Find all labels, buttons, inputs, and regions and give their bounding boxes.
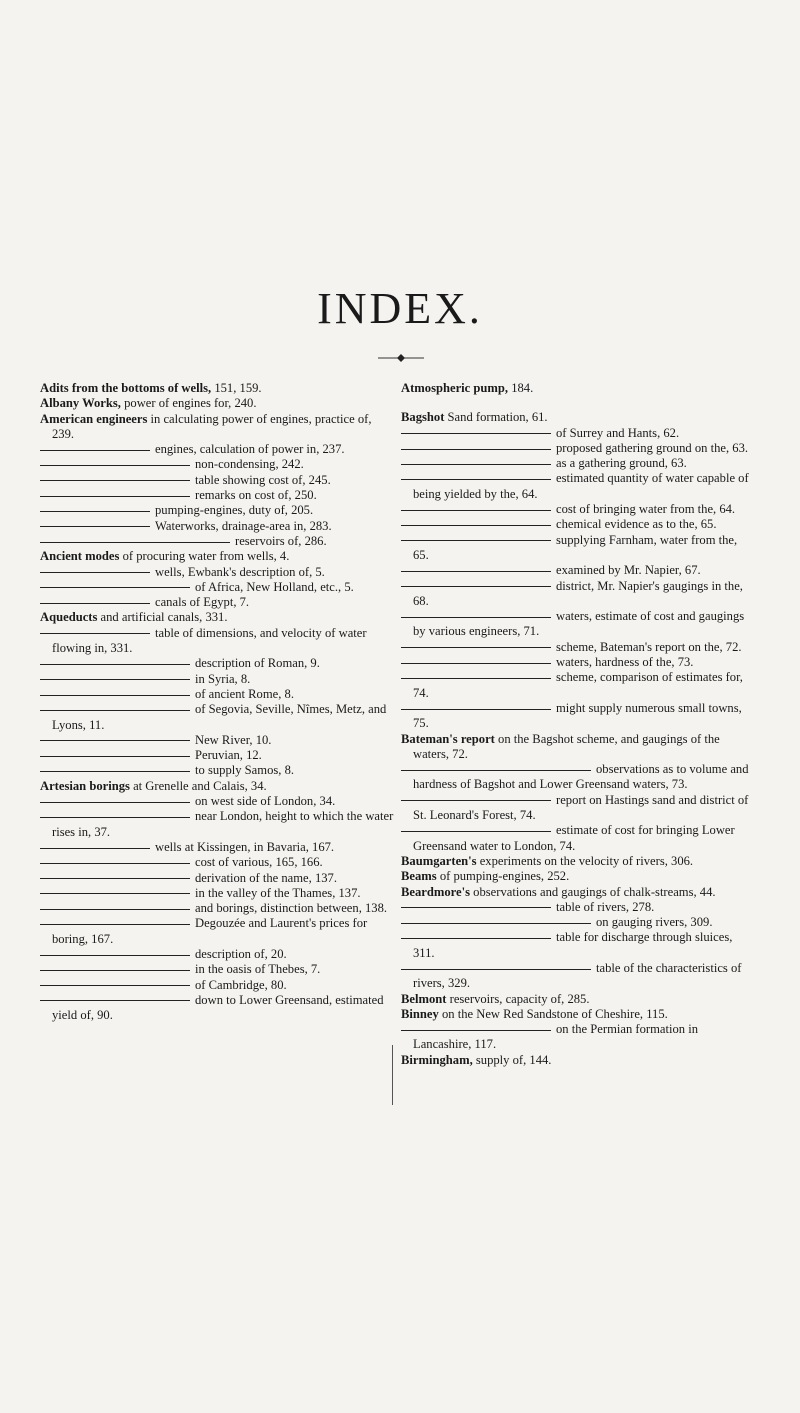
ditto-dash (401, 923, 591, 924)
entry-text: on west side of London, 34. (195, 794, 336, 809)
ditto-dash (40, 572, 150, 573)
entry-text: estimate of cost for bringing Lower Greensand water to London, 74. (413, 823, 735, 853)
entry-text: at Grenelle and Calais, 34. (133, 778, 267, 793)
index-entry (40, 962, 395, 977)
ditto-dash (40, 848, 150, 849)
ditto-dash (401, 525, 551, 526)
index-entry (40, 610, 395, 625)
entry-text: 184. (511, 381, 534, 395)
entry-heading: Baumgarten's (401, 853, 480, 868)
index-entry (401, 670, 756, 701)
ditto-dash (401, 1030, 551, 1031)
index-entry (40, 595, 395, 610)
ditto-dash (40, 450, 150, 451)
ditto-dash (40, 802, 190, 803)
entry-text: of Surrey and Hants, 62. (556, 425, 680, 440)
index-entry (401, 410, 756, 425)
ditto-dash (401, 540, 551, 541)
index-entry (40, 565, 395, 580)
ditto-dash (40, 924, 190, 925)
entry-text: Peruvian, 12. (195, 748, 262, 763)
entry-text: as a gathering ground, 63. (556, 456, 687, 471)
ditto-dash (401, 449, 551, 450)
ditto-dash (401, 647, 551, 648)
ditto-dash (401, 510, 551, 511)
entry-text: supply of, 144. (475, 1052, 552, 1067)
entry-text: of Segovia, Seville, Nîmes, Metz, and Lyons, 11. (52, 702, 387, 732)
index-column-right (401, 381, 756, 1068)
ornament-rule (378, 353, 424, 363)
ditto-dash (40, 955, 190, 956)
index-entry (40, 473, 395, 488)
index-entry (40, 442, 395, 457)
entry-text: chemical evidence as to the, 65. (556, 517, 717, 532)
ditto-dash (40, 587, 190, 588)
ditto-dash (40, 542, 230, 543)
index-entry (40, 381, 395, 396)
entry-text: observations and gaugings of chalk-streams, 44. (473, 884, 716, 899)
index-entry (401, 793, 756, 824)
ditto-dash (401, 433, 551, 434)
entry-text: cost of bringing water from the, 64. (556, 502, 736, 517)
index-entry (401, 900, 756, 915)
entry-text: of ancient Rome, 8. (195, 686, 294, 701)
entry-text: remarks on cost of, 250. (195, 488, 317, 503)
index-column-left (40, 381, 395, 1023)
index-entry (401, 1007, 756, 1022)
index-entry (40, 687, 395, 702)
entry-text: reservoirs, capacity of, 285. (449, 991, 590, 1006)
index-entry (401, 869, 756, 884)
index-entry (40, 534, 395, 549)
entry-text: and artificial canals, 331. (100, 610, 228, 625)
index-entry (40, 794, 395, 809)
entry-text: on the Permian formation in Lancashire, 117. (413, 1022, 698, 1052)
entry-text: description of, 20. (195, 946, 287, 961)
entry-text: canals of Egypt, 7. (155, 595, 250, 610)
entry-text: on the Bagshot scheme, and gaugings of the waters, 72. (413, 731, 720, 761)
entry-text: of procuring water from wells, 4. (122, 549, 290, 564)
ditto-dash (401, 678, 551, 679)
entry-text: on the New Red Sandstone of Cheshire, 115. (441, 1006, 668, 1021)
ditto-dash (40, 893, 190, 894)
index-entry (401, 1022, 756, 1053)
index-entry (401, 471, 756, 502)
entry-text: table of the characteristics of rivers, 329. (413, 960, 742, 991)
index-entry (401, 579, 756, 610)
index-entry (401, 426, 756, 441)
ditto-dash (40, 633, 150, 634)
index-entry (401, 854, 756, 869)
index-entry (401, 732, 756, 763)
entry-text: wells, Ewbank's description of, 5. (155, 564, 325, 579)
index-entry (40, 763, 395, 778)
index-entry (40, 840, 395, 855)
ditto-dash (401, 586, 551, 587)
ditto-dash (40, 710, 190, 711)
ditto-dash (40, 1000, 190, 1001)
entry-text: table of dimensions, and velocity of water flowing in, 331. (52, 625, 367, 656)
entry-heading: Beams (401, 869, 440, 884)
entry-text: reservoirs of, 286. (235, 533, 327, 548)
ditto-dash (40, 878, 190, 879)
entry-text: proposed gathering ground on the, 63. (556, 440, 749, 455)
index-entry (401, 456, 756, 471)
ditto-dash (401, 800, 551, 801)
ditto-dash (401, 709, 551, 710)
entry-text: New River, 10. (195, 732, 272, 747)
entry-text: in the oasis of Thebes, 7. (195, 962, 321, 977)
column-margin-mark (392, 1045, 393, 1105)
entry-heading: Bagshot (401, 410, 448, 425)
index-entry (40, 947, 395, 962)
index-entry (40, 702, 395, 733)
ditto-dash (40, 863, 190, 864)
entry-text: table showing cost of, 245. (195, 472, 331, 487)
index-entry (401, 563, 756, 578)
entry-text: in the valley of the Thames, 137. (195, 885, 361, 900)
entry-text: supplying Farnham, water from the, 65. (413, 532, 738, 562)
index-entry (401, 823, 756, 854)
index-entry (40, 656, 395, 671)
ditto-dash (40, 526, 150, 527)
index-entry (401, 381, 756, 396)
entry-text: of Cambridge, 80. (195, 977, 287, 992)
entry-text: of Africa, New Holland, etc., 5. (195, 579, 354, 594)
ditto-dash (401, 938, 551, 939)
ditto-dash (40, 740, 190, 741)
entry-heading: Beardmore's (401, 884, 474, 899)
ditto-dash (401, 464, 551, 465)
index-entry (40, 871, 395, 886)
entry-text: observations as to volume and hardness of Bagshot and Lower Greensand waters, 73. (413, 762, 749, 792)
ditto-dash (401, 571, 551, 572)
entry-heading: Adits from the bottoms of wells, (40, 381, 215, 395)
entry-text: on gauging rivers, 309. (596, 915, 713, 930)
entry-text: table of rivers, 278. (556, 899, 655, 914)
index-entry (401, 1053, 756, 1068)
index-entry (40, 488, 395, 503)
index-entry (401, 441, 756, 456)
entry-text: might supply numerous small towns, 75. (413, 700, 742, 731)
entry-text: in Syria, 8. (195, 671, 251, 686)
ditto-dash (401, 907, 551, 908)
ditto-dash (401, 479, 551, 480)
ditto-dash (401, 617, 551, 618)
index-entry (401, 885, 756, 900)
index-entry (401, 992, 756, 1007)
entry-heading: Albany Works, (40, 396, 125, 411)
ditto-dash (401, 831, 551, 832)
index-entry (40, 412, 395, 443)
entry-text: waters, hardness of the, 73. (556, 655, 694, 670)
index-title: INDEX. (317, 284, 483, 333)
index-entry (40, 779, 395, 794)
entry-text: in calculating power of engines, practice of, 239. (52, 411, 372, 441)
entry-heading: Artesian borings (40, 778, 134, 793)
index-entry (401, 701, 756, 732)
entry-heading: Binney (401, 1006, 442, 1021)
entry-text: to supply Samos, 8. (195, 763, 295, 778)
ditto-dash (40, 496, 190, 497)
ditto-dash (40, 985, 190, 986)
index-entry (40, 886, 395, 901)
entry-heading: Belmont (401, 991, 450, 1006)
entry-heading: American engineers (40, 411, 151, 426)
ditto-dash (40, 817, 190, 818)
index-entry (401, 517, 756, 532)
index-entry (40, 549, 395, 564)
entry-text: scheme, Bateman's report on the, 72. (556, 639, 742, 654)
entry-text: experiments on the velocity of rivers, 306. (479, 853, 694, 868)
ditto-dash (40, 771, 190, 772)
index-entry (40, 396, 395, 411)
entry-text: non-condensing, 242. (195, 457, 304, 472)
entry-text: and borings, distinction between, 138. (195, 901, 388, 916)
entry-heading: Aqueducts (40, 610, 101, 625)
index-entry (401, 915, 756, 930)
index-entry (401, 762, 756, 793)
entry-text: derivation of the name, 137. (195, 870, 337, 885)
ditto-dash (40, 970, 190, 971)
entry-text: wells at Kissingen, in Bavaria, 167. (155, 839, 335, 854)
entry-text: description of Roman, 9. (195, 656, 320, 671)
index-entry (40, 503, 395, 518)
ditto-dash (40, 603, 150, 604)
entry-text: cost of various, 165, 166. (195, 855, 323, 870)
ditto-dash (401, 969, 591, 970)
entry-text: down to Lower Greensand, estimated yield of, 90. (52, 992, 384, 1023)
index-entry (40, 993, 395, 1024)
index-entry (401, 655, 756, 670)
entry-text: of pumping-engines, 252. (439, 869, 570, 884)
index-entry (40, 855, 395, 870)
index-entry (40, 457, 395, 472)
index-entry (40, 733, 395, 748)
ditto-dash (40, 465, 190, 466)
index-entry (401, 640, 756, 655)
ditto-dash (401, 663, 551, 664)
entry-text: district, Mr. Napier's gaugings in the, 68. (413, 578, 743, 608)
ditto-dash (40, 679, 190, 680)
entry-text: pumping-engines, duty of, 205. (155, 503, 314, 518)
entry-text: scheme, comparison of estimates for, 74. (413, 670, 743, 700)
entry-spacer (401, 396, 756, 410)
entry-text: Sand formation, 61. (447, 410, 548, 425)
entry-text: waters, estimate of cost and gaugings by various engineers, 71. (413, 609, 745, 639)
ditto-dash (40, 695, 190, 696)
entry-text: examined by Mr. Napier, 67. (556, 563, 701, 578)
entry-text: table for discharge through sluices, 311. (413, 930, 733, 960)
entry-heading: Bateman's report (401, 731, 499, 746)
entry-text: near London, height to which the water rises in, 37. (52, 809, 394, 839)
ditto-dash (40, 511, 150, 512)
entry-text: 151, 159. (214, 381, 262, 395)
index-entry (40, 916, 395, 947)
index-entry (40, 626, 395, 657)
ditto-dash (40, 756, 190, 757)
index-entry (401, 930, 756, 961)
entry-text: estimated quantity of water capable of being yielded by the, 64. (413, 471, 749, 501)
entry-heading: Atmospheric pump, (401, 381, 512, 395)
index-entry (40, 901, 395, 916)
index-entry (40, 580, 395, 595)
index-entry (401, 533, 756, 564)
index-entry (40, 519, 395, 534)
entry-heading: Ancient modes (40, 549, 123, 564)
entry-text: Degouzée and Laurent's prices for boring, 167. (52, 916, 368, 946)
ditto-dash (40, 664, 190, 665)
entry-text: Waterworks, drainage-area in, 283. (155, 518, 332, 533)
ditto-dash (401, 770, 591, 771)
index-entry (401, 961, 756, 992)
index-entry (40, 978, 395, 993)
ditto-dash (40, 909, 190, 910)
index-entry (401, 609, 756, 640)
index-entry (40, 809, 395, 840)
entry-heading: Birmingham, (401, 1052, 476, 1067)
index-entry (40, 748, 395, 763)
index-entry (40, 672, 395, 687)
index-entry (401, 502, 756, 517)
entry-text: report on Hastings sand and district of St. Leonard's Forest, 74. (413, 792, 749, 823)
ditto-dash (40, 480, 190, 481)
entry-text: engines, calculation of power in, 237. (155, 442, 345, 457)
entry-text: power of engines for, 240. (124, 396, 257, 411)
